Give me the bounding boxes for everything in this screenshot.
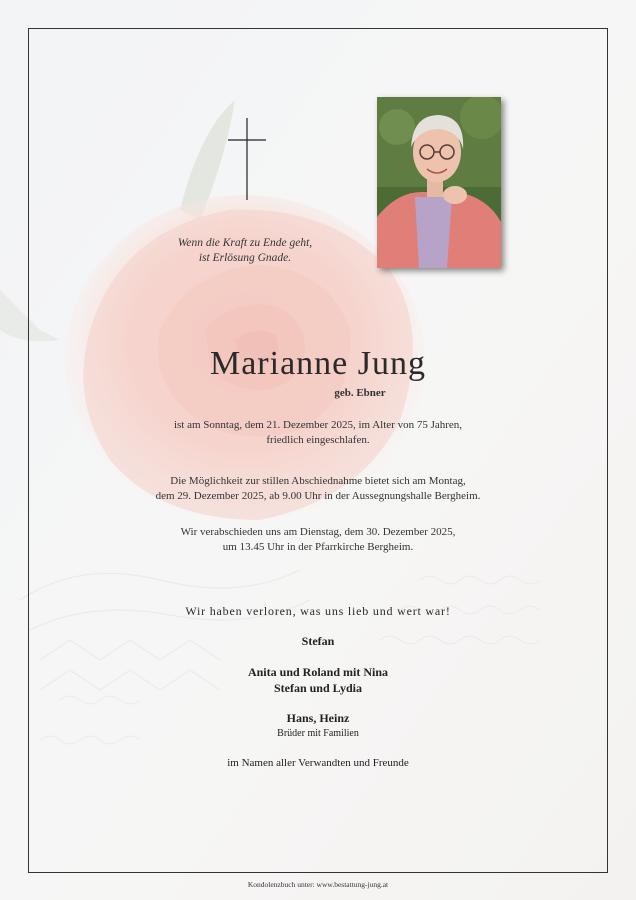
mourner-closing: im Namen aller Verwandten und Freunde bbox=[227, 757, 409, 769]
mourning-verse: Wir haben verloren, was uns lieb und wert war! bbox=[185, 604, 451, 618]
deceased-name: Marianne Jung bbox=[209, 345, 426, 382]
border-frame bbox=[28, 28, 608, 873]
viewing-line-1: Die Möglichkeit zur stillen Abschiednahme bietet sich am Montag, bbox=[170, 475, 466, 487]
mourner-group-2-line-1: Anita und Roland mit Nina bbox=[247, 665, 389, 679]
birth-name: geb. Ebner bbox=[334, 387, 386, 399]
announcement-line-2: friedlich eingeschlafen. bbox=[266, 434, 370, 446]
quote-line-1: Wenn die Kraft zu Ende geht, bbox=[177, 237, 313, 249]
viewing-info bbox=[0, 474, 636, 504]
mourner-group-2 bbox=[0, 664, 636, 696]
mourner-group-1: Stefan bbox=[301, 634, 335, 648]
memorial-quote bbox=[150, 236, 340, 266]
funeral-line-2: um 13.45 Uhr in der Pfarrkirche Bergheim. bbox=[222, 541, 414, 553]
mourner-group-3: Hans, Heinz bbox=[286, 711, 350, 725]
condolence-book-footer: Kondolenzbuch unter: www.bestattung-jung.at bbox=[247, 880, 389, 889]
portrait-photo bbox=[377, 97, 501, 268]
quote-line-2: ist Erlösung Gnade. bbox=[198, 252, 292, 264]
death-announcement bbox=[0, 418, 636, 448]
mourner-group-2-line-2: Stefan und Lydia bbox=[273, 681, 363, 695]
funeral-line-1: Wir verabschieden uns am Dienstag, dem 30. Dezember 2025, bbox=[180, 526, 456, 538]
cross-icon bbox=[228, 118, 266, 200]
funeral-info bbox=[0, 525, 636, 555]
mourner-group-3-subtitle: Brüder mit Familien bbox=[277, 728, 359, 739]
viewing-line-2: dem 29. Dezember 2025, ab 9.00 Uhr in der Aussegnungshalle Bergheim. bbox=[155, 490, 481, 502]
announcement-line-1: ist am Sonntag, dem 21. Dezember 2025, im Alter von 75 Jahren, bbox=[173, 419, 463, 431]
